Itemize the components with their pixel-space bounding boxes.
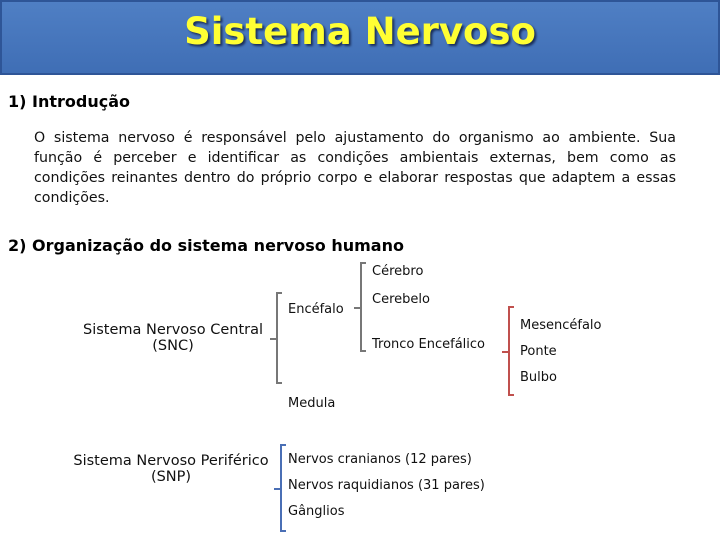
cerebelo-label: Cerebelo [372,292,430,307]
nervos-raquidianos-label: Nervos raquidianos (31 pares) [288,478,485,493]
snp-label [68,453,274,485]
snc-line2: (SNC) [152,338,194,354]
ganglios-label: Gânglios [288,504,345,519]
encefalo-brace [360,262,366,352]
tronco-encefalico-label: Tronco Encefálico [372,337,485,352]
introduction-paragraph: O sistema nervoso é responsável pelo ajustamento do organismo ao ambiente. Sua função é perceber e identificar as condições ambientais externas, bem como as condições reinantes dentro do próprio corpo e elaborar respostas que adaptem a essas condições. [34,130,676,206]
snp-brace [280,444,286,532]
page-title: Sistema Nervoso [184,10,536,53]
tronco-brace [508,306,514,396]
section-1-heading: 1) Introdução [8,92,131,111]
snp-line2: (SNP) [150,469,192,485]
cerebro-label: Cérebro [372,264,424,279]
snc-label [78,322,268,354]
snc-line1: Sistema Nervoso Central [82,322,264,338]
nervos-cranianos-label: Nervos cranianos (12 pares) [288,452,472,467]
mesencefalo-label: Mesencéfalo [520,318,602,333]
medula-label: Medula [288,396,336,411]
snc-brace [276,292,282,384]
encefalo-label: Encéfalo [288,302,344,317]
ponte-label: Ponte [520,344,557,359]
snp-line1: Sistema Nervoso Periférico [73,453,269,469]
section-2-heading: 2) Organização do sistema nervoso humano [8,236,404,255]
title-banner [0,0,720,75]
bulbo-label: Bulbo [520,370,557,385]
